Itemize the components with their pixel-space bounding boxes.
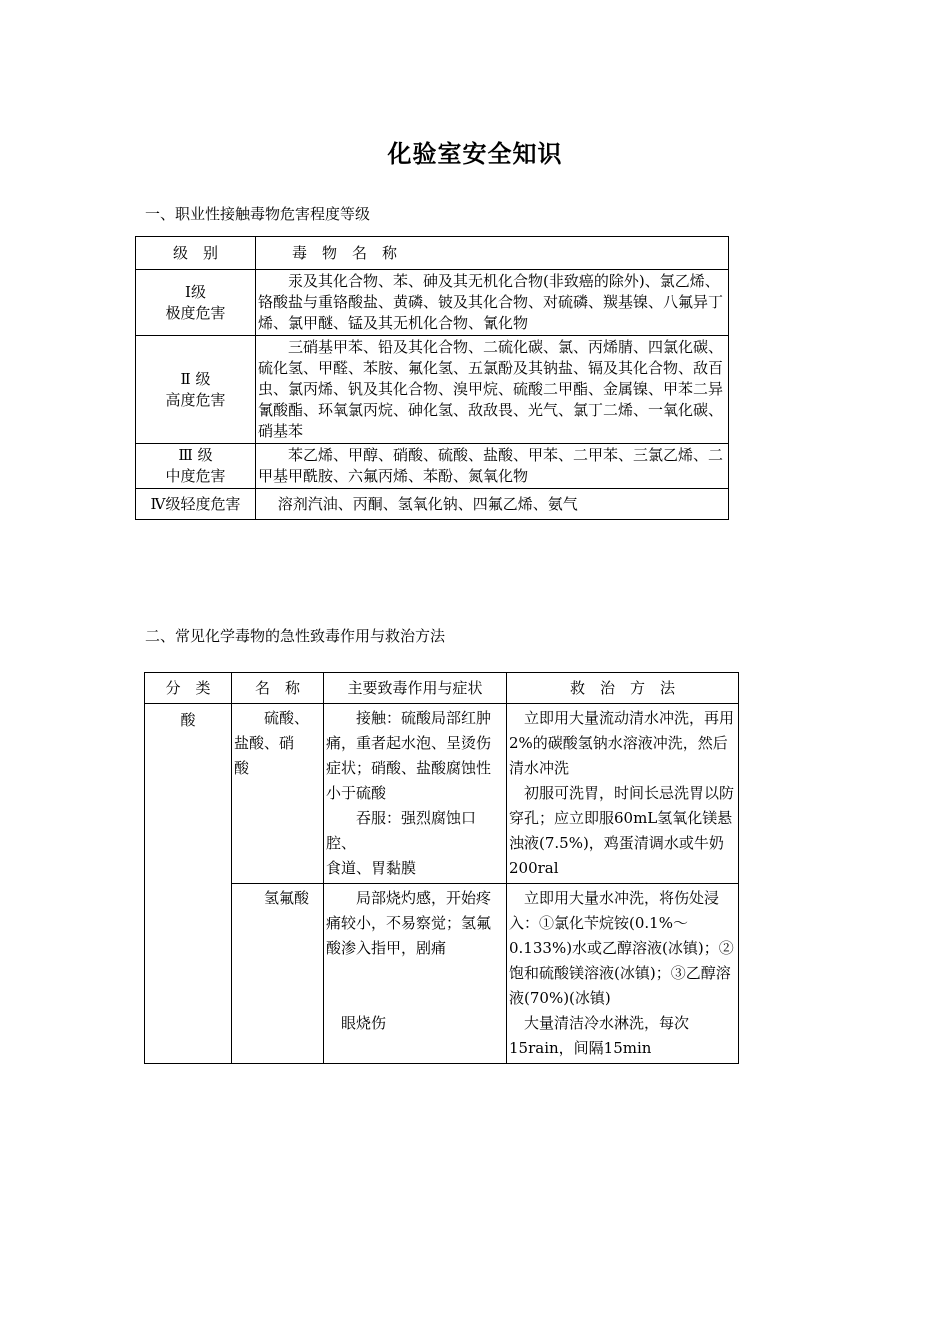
toxicant-names-cell: 汞及其化合物、苯、砷及其无机化合物(非致癌的除外)、氯乙烯、铬酸盐与重铬酸盐、黄磷、铍及其化合物、对硫磷、羰基镍、八氟异丁烯、氯甲醚、锰及其无机化合物、氰化物	[256, 270, 729, 336]
level-desc: 高度危害	[165, 390, 226, 409]
table-header-row	[145, 673, 739, 704]
header-symptoms: 主要致毒作用与症状	[324, 673, 507, 704]
treatment-cell	[507, 704, 739, 884]
symptoms-text: 接触：硫酸局部红肿痛，重者起水泡、呈烫伤症状；硝酸、盐酸腐蚀性小于硫酸 吞服：强烈腐蚀口腔、 食道、胃黏膜	[326, 709, 492, 877]
table-row	[136, 489, 729, 520]
header-toxicant-names: 毒 物 名 称	[256, 237, 729, 270]
toxicant-name: 氢氟酸	[234, 889, 310, 907]
level-grade: Ⅱ 级	[180, 369, 211, 388]
level-grade: Ⅰ级	[185, 282, 206, 301]
section-heading-acute-poisoning: 二、常见化学毒物的急性致毒作用与救治方法	[145, 627, 446, 645]
toxicant-names-cell: 溶剂汽油、丙酮、氢氧化钠、四氟乙烯、氨气	[256, 489, 729, 520]
table-row	[136, 336, 729, 444]
symptoms-cell	[324, 884, 507, 1064]
header-category: 分 类	[145, 673, 232, 704]
toxicant-name: 硫酸、 盐酸、硝 酸	[234, 709, 310, 777]
name-cell	[232, 884, 324, 1064]
table-row	[136, 270, 729, 336]
treatment-cell	[507, 884, 739, 1064]
page-title: 化验室安全知识	[387, 140, 563, 168]
hazard-level-table	[135, 236, 729, 520]
toxicant-names-cell: 苯乙烯、甲醇、硝酸、硫酸、盐酸、甲苯、二甲苯、三氯乙烯、二甲基甲酰胺、六氟丙烯、苯酚、氮氧化物	[256, 444, 729, 489]
table-row	[145, 884, 739, 1064]
treatment-text: 立即用大量流动清水冲洗，再用2%的碳酸氢钠水溶液冲洗，然后清水冲洗 初服可洗胃，时间长忌洗胃以防穿孔；应立即服60mL氢氧化镁悬浊液(7.5%)，鸡蛋清调水或牛奶200ral	[509, 709, 735, 877]
header-treatment: 救 治 方 法	[507, 673, 739, 704]
level-grade: Ⅳ级轻度危害	[150, 494, 241, 513]
table-row	[145, 704, 739, 884]
symptoms-cell	[324, 704, 507, 884]
header-level: 级 别	[136, 237, 256, 270]
table-row	[136, 444, 729, 489]
symptoms-text: 局部烧灼感，开始疼痛较小，不易察觉；氢氟酸渗入指甲，剧痛 眼烧伤	[326, 889, 492, 1032]
level-grade: Ⅲ 级	[178, 446, 213, 464]
category-cell: 酸	[145, 704, 232, 1064]
section-heading-hazard-levels: 一、职业性接触毒物危害程度等级	[145, 205, 371, 223]
table-header-row	[136, 237, 729, 270]
level-desc: 极度危害	[165, 303, 226, 322]
treatment-text: 立即用大量水冲洗，将伤处浸入：①氯化苄烷铵(0.1%～0.133%)水或乙醇溶液(冰镇)；②饱和硫酸镁溶液(冰镇)；③乙醇溶液(70%)(冰镇) 大量清洁冷水淋洗，每次15rain，间隔15min	[509, 889, 734, 1057]
level-cell	[136, 336, 256, 444]
name-cell	[232, 704, 324, 884]
toxicant-names-cell: 三硝基甲苯、铅及其化合物、二硫化碳、氯、丙烯腈、四氯化碳、硫化氢、甲醛、苯胺、氟化氢、五氯酚及其钠盐、镉及其化合物、敌百虫、氯丙烯、钒及其化合物、溴甲烷、硫酸二甲酯、金属镍、甲苯二异氰酸酯、环氧氯丙烷、砷化氢、敌敌畏、光气、氯丁二烯、一氧化碳、硝基苯	[256, 336, 729, 444]
level-desc: 中度危害	[165, 467, 226, 485]
level-cell	[136, 444, 256, 489]
header-name: 名 称	[232, 673, 324, 704]
level-cell	[136, 489, 256, 520]
level-cell	[136, 270, 256, 336]
acute-poisoning-table	[144, 672, 739, 1064]
